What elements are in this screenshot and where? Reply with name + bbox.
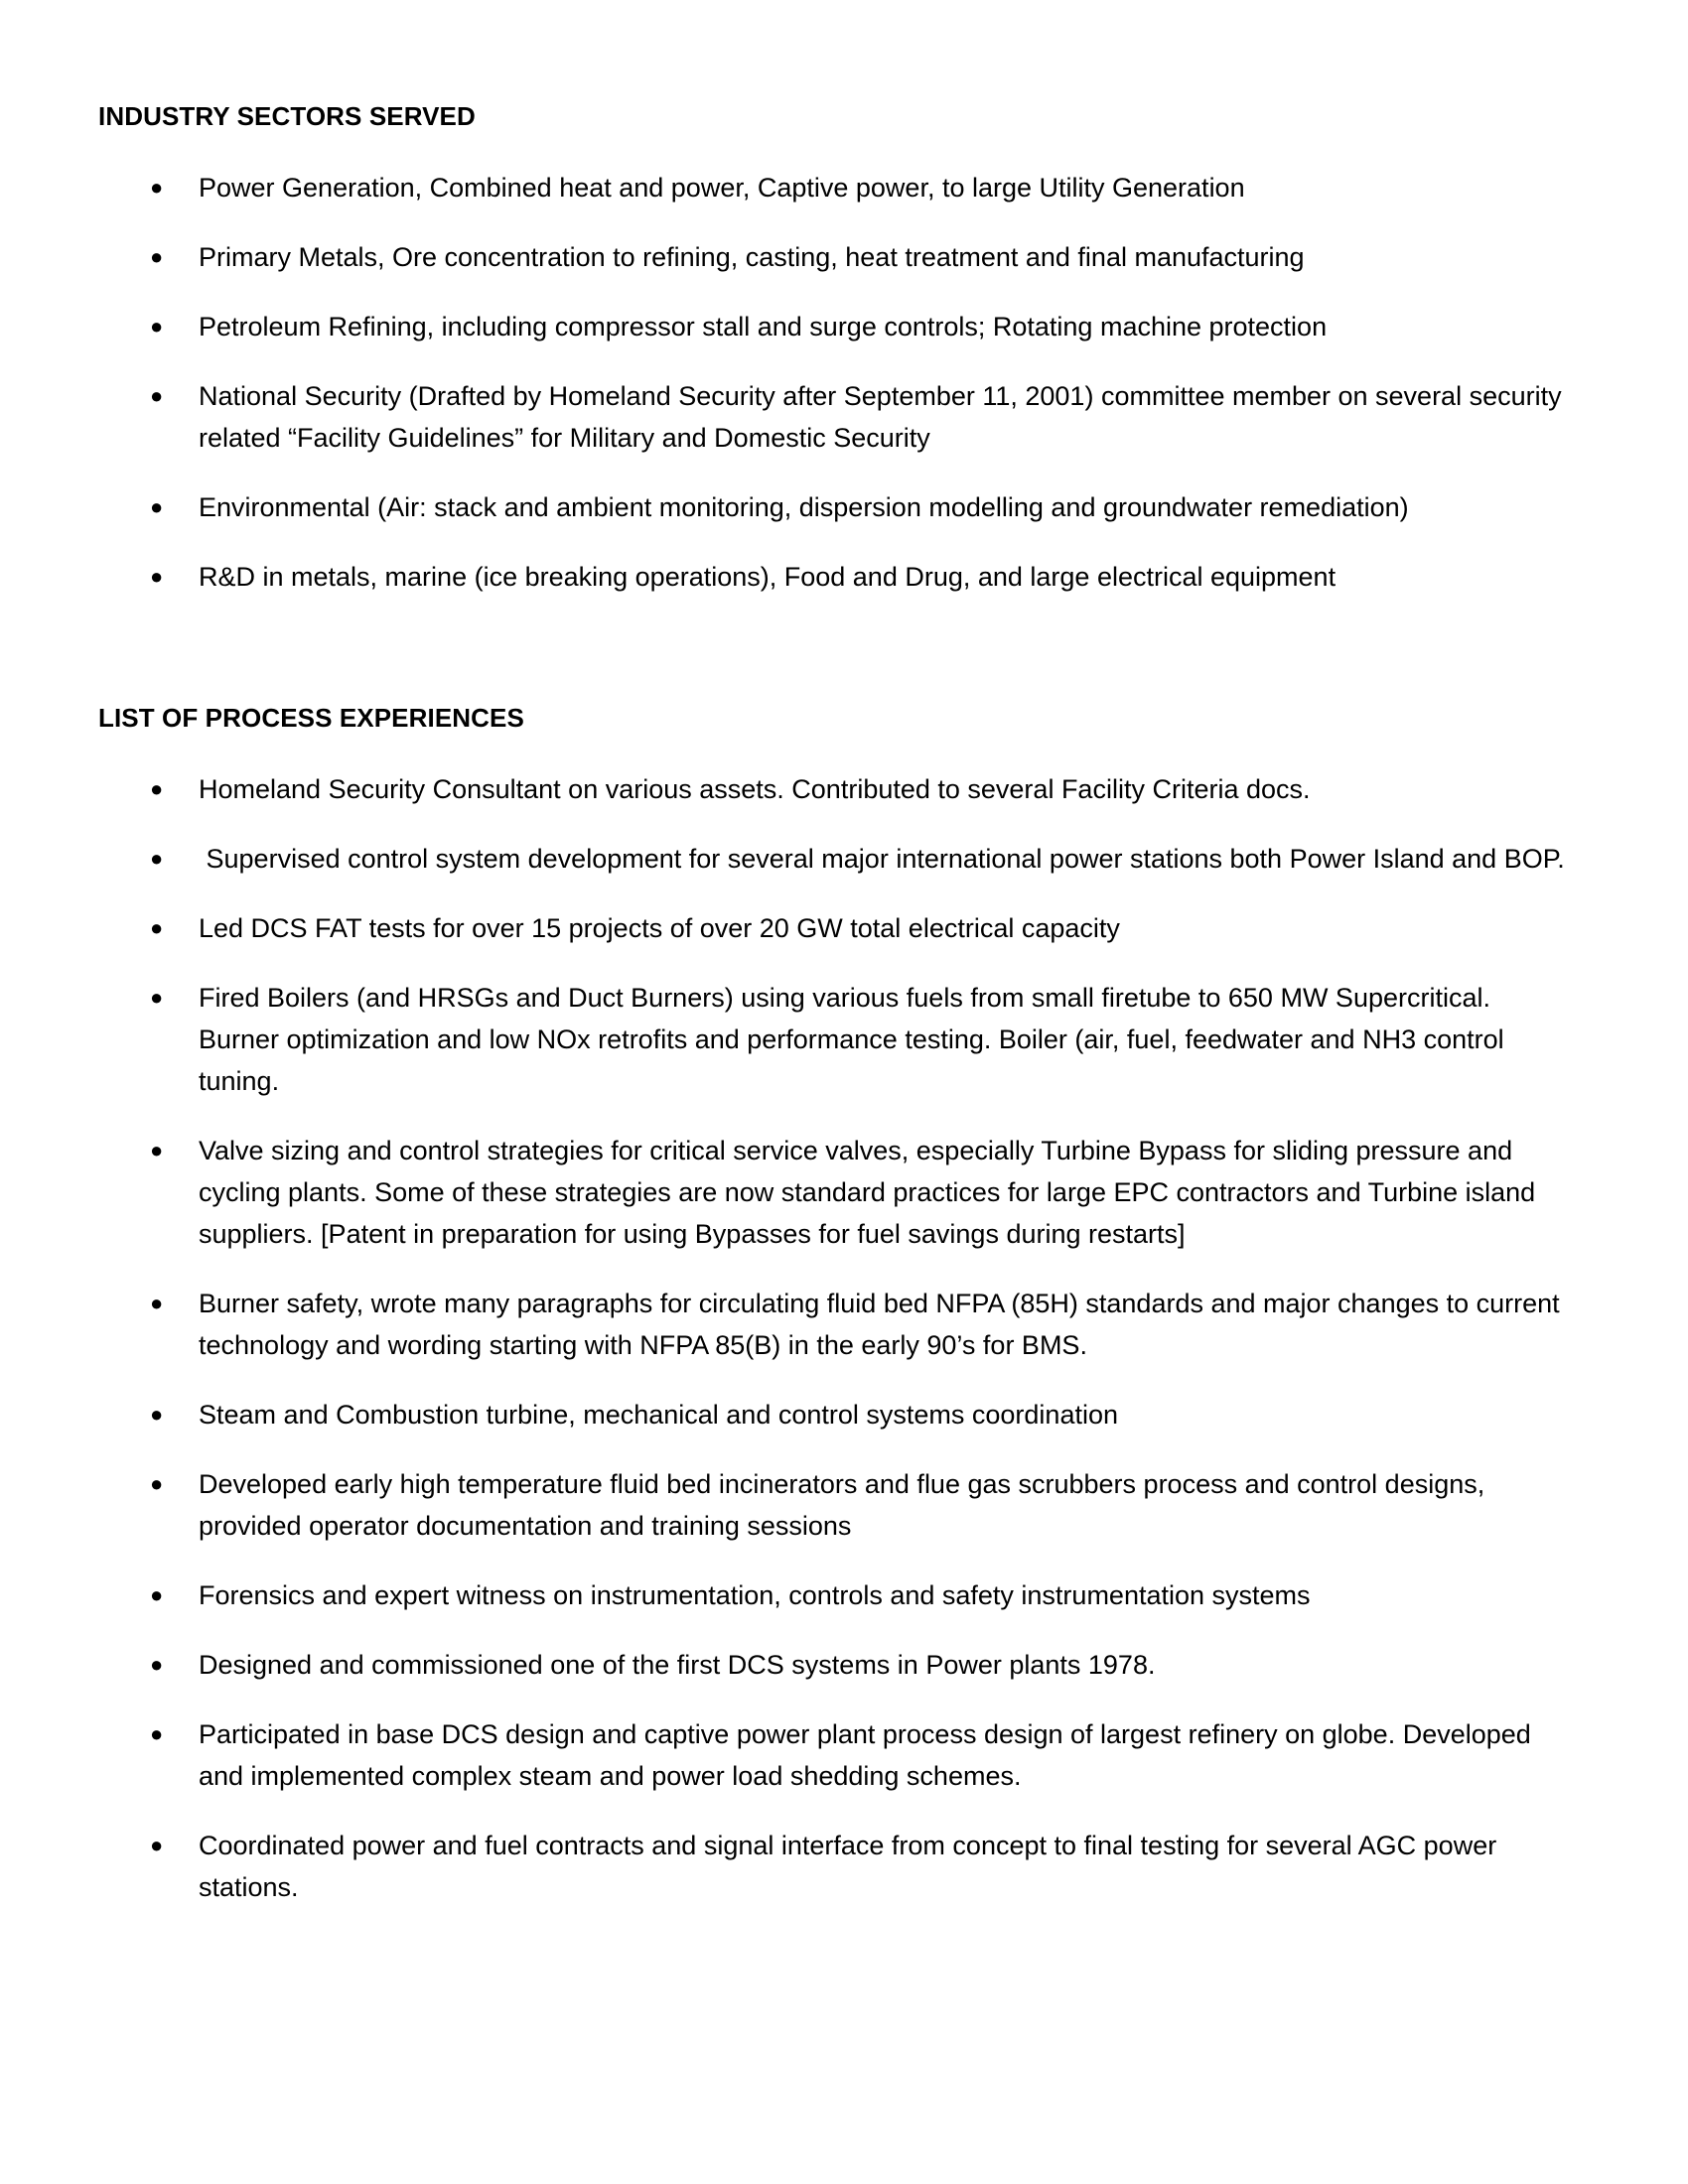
list-item [98, 375, 1568, 459]
list-item-text: R&D in metals, marine (ice breaking operations), Food and Drug, and large electrical equipment [199, 562, 1336, 592]
process-experiences-heading: LIST OF PROCESS EXPERIENCES [98, 703, 524, 733]
list-item [98, 1825, 1568, 1908]
bullet-icon: ● [150, 1833, 164, 1857]
list-item-text: Developed early high temperature fluid bed incinerators and flue gas scrubbers process and control designs, provided operator documentation and training sessions [199, 1469, 1485, 1541]
list-item-text: Power Generation, Combined heat and power, Captive power, to large Utility Generation [199, 173, 1245, 203]
list-item [98, 1130, 1568, 1255]
list-item-text: Forensics and expert witness on instrumentation, controls and safety instrumentation systems [199, 1580, 1311, 1610]
bullet-icon: ● [150, 1291, 164, 1315]
industry-sectors-section [98, 99, 1578, 625]
list-item-text: Valve sizing and control strategies for critical service valves, especially Turbine Bypass for sliding pressure and cycling plants. Some of these strategies are now standard practices for large EPC contractors and Turbine island suppliers. [Patent in preparation for using Bypasses for fuel savings during restarts] [199, 1136, 1536, 1249]
list-item [98, 977, 1568, 1102]
list-item [98, 306, 1568, 347]
bullet-icon: ● [150, 1721, 164, 1746]
list-item-text: Supervised control system development for several major international power stations both Power Island and BOP. [199, 844, 1565, 874]
bullet-icon: ● [150, 1582, 164, 1607]
list-item [98, 1713, 1568, 1797]
process-experiences-list [98, 768, 1578, 1908]
list-item-text: Coordinated power and fuel contracts and signal interface from concept to final testing for several AGC power stations. [199, 1831, 1497, 1902]
list-item-text: Led DCS FAT tests for over 15 projects of over 20 GW total electrical capacity [199, 913, 1120, 943]
industry-sectors-list [98, 167, 1578, 598]
list-item [98, 1574, 1568, 1616]
bullet-icon: ● [150, 915, 164, 940]
list-item-text: Environmental (Air: stack and ambient monitoring, dispersion modelling and groundwater remediation) [199, 492, 1409, 522]
list-item [98, 838, 1568, 880]
list-item [98, 236, 1568, 278]
bullet-icon: ● [150, 1402, 164, 1427]
list-item [98, 1394, 1568, 1435]
bullet-icon: ● [150, 1138, 164, 1162]
list-item [98, 486, 1568, 528]
list-item-text: Designed and commissioned one of the first DCS systems in Power plants 1978. [199, 1650, 1156, 1680]
bullet-icon: ● [150, 1652, 164, 1677]
bullet-icon: ● [150, 175, 164, 200]
process-experiences-section [98, 701, 1578, 1936]
list-item-text: Participated in base DCS design and captive power plant process design of largest refinery on globe. Developed and implemented complex steam and power load shedding schemes. [199, 1719, 1531, 1791]
list-item [98, 907, 1568, 949]
industry-sectors-heading: INDUSTRY SECTORS SERVED [98, 101, 476, 131]
bullet-icon: ● [150, 314, 164, 339]
bullet-icon: ● [150, 846, 164, 871]
list-item [98, 1463, 1568, 1547]
list-item [98, 1283, 1568, 1366]
bullet-icon: ● [150, 383, 164, 408]
list-item [98, 768, 1568, 810]
list-item-text: National Security (Drafted by Homeland Security after September 11, 2001) committee member on several security related “Facility Guidelines” for Military and Domestic Security [199, 381, 1562, 453]
list-item [98, 1644, 1568, 1686]
bullet-icon: ● [150, 564, 164, 589]
list-item-text: Fired Boilers (and HRSGs and Duct Burners) using various fuels from small firetube to 650 MW Supercritical. Burner optimization and low NOx retrofits and performance testing. Boiler (air, fuel, feedwater and NH3 control tuning. [199, 983, 1504, 1096]
list-item [98, 167, 1568, 208]
list-item [98, 556, 1568, 598]
list-item-text: Steam and Combustion turbine, mechanical and control systems coordination [199, 1400, 1118, 1430]
bullet-icon: ● [150, 776, 164, 801]
list-item-text: Petroleum Refining, including compressor stall and surge controls; Rotating machine protection [199, 312, 1328, 341]
bullet-icon: ● [150, 985, 164, 1010]
bullet-icon: ● [150, 1471, 164, 1496]
bullet-icon: ● [150, 494, 164, 519]
bullet-icon: ● [150, 244, 164, 269]
list-item-text: Homeland Security Consultant on various assets. Contributed to several Facility Criteria docs. [199, 774, 1311, 804]
list-item-text: Burner safety, wrote many paragraphs for circulating fluid bed NFPA (85H) standards and major changes to current technology and wording starting with NFPA 85(B) in the early 90’s for BMS. [199, 1289, 1560, 1360]
list-item-text: Primary Metals, Ore concentration to refining, casting, heat treatment and final manufacturing [199, 242, 1305, 272]
